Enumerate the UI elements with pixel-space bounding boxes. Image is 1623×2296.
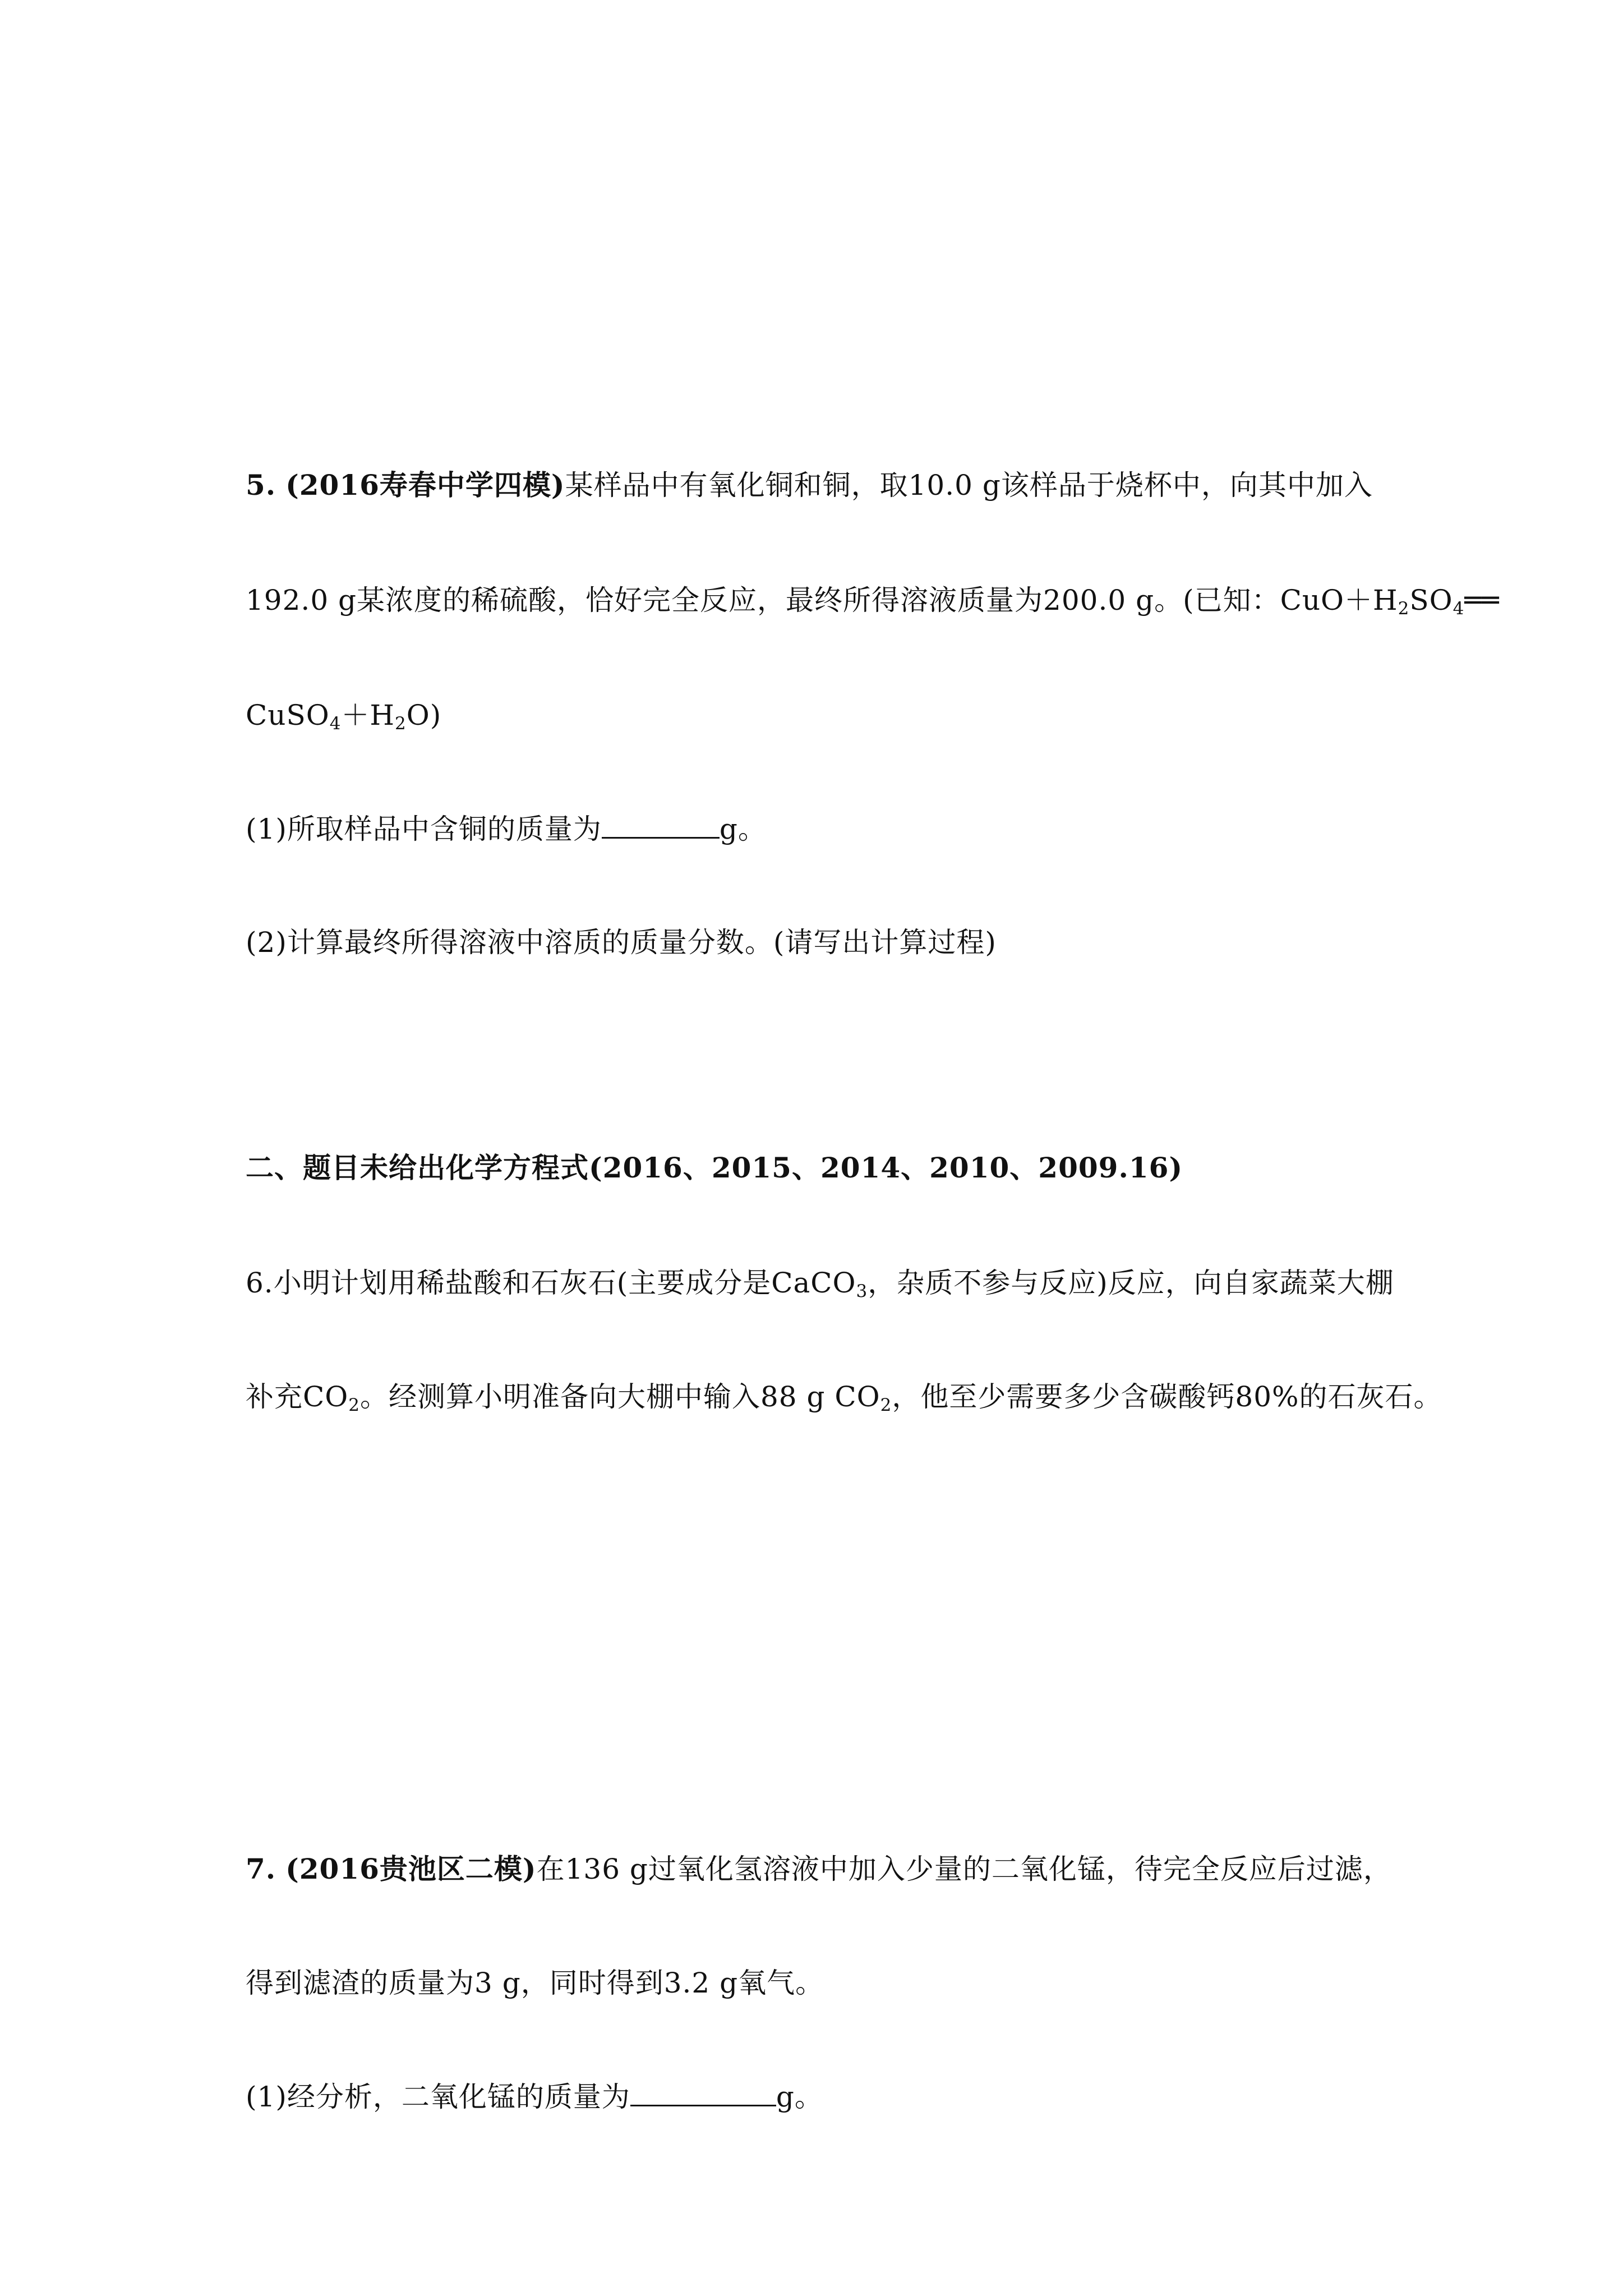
q5-part-1-unit: g。 — [719, 813, 767, 845]
formula-part: SO — [1409, 584, 1453, 616]
q5-part-1-text: (1)所取样品中含铜的质量为 — [246, 813, 602, 845]
formula-part: CuSO — [246, 699, 330, 731]
subscript: 4 — [1453, 598, 1465, 619]
q6-stem-part2c: ，他至少需要多少含碳酸钙80%的石灰石。 — [892, 1381, 1442, 1413]
q5-number: 5. — [246, 468, 276, 501]
q7-stem-part1: 在136 g过氧化氢溶液中加入少量的二氧化锰，待完全反应后过滤， — [536, 1853, 1392, 1885]
subscript: 2 — [880, 1395, 892, 1415]
subscript: 4 — [329, 713, 342, 734]
q7-part-1-text: (1)经分析，二氧化锰的质量为 — [246, 2081, 630, 2113]
q6-stem-part2b: 。经测算小明准备向大棚中输入88 g CO — [359, 1381, 880, 1413]
q6-stem-part1: 6.小明计划用稀盐酸和石灰石(主要成分是CaCO — [246, 1267, 856, 1299]
section-heading-text: 二、题目未给出化学方程式(2016、2015、2014、2010、2009.16) — [246, 1151, 1183, 1184]
q6-line-2 — [246, 1380, 1442, 1414]
q7-number: 7. — [246, 1852, 276, 1885]
answer-blank[interactable] — [602, 812, 720, 839]
q5-line-1 — [246, 468, 1373, 502]
q5-part-1 — [246, 812, 767, 846]
q7-source: (2016贵池区二模) — [285, 1852, 537, 1885]
section-heading — [246, 1151, 1183, 1185]
q5-stem-part1: 某样品中有氧化铜和铜，取10.0 g该样品于烧杯中，向其中加入 — [565, 469, 1373, 501]
formula-part: O) — [406, 699, 442, 731]
subscript: 2 — [1398, 598, 1410, 619]
q5-stem-part2: 192.0 g某浓度的稀硫酸，恰好完全反应，最终所得溶液质量为200.0 g。(已知：CuO＋H — [246, 584, 1398, 616]
q5-line-2 — [246, 583, 1500, 617]
subscript: 2 — [395, 713, 407, 734]
subscript: 3 — [856, 1281, 868, 1301]
q7-part-1 — [246, 2080, 823, 2114]
q5-part-2-text: (2)计算最终所得溶液中溶质的质量分数。(请写出计算过程) — [246, 926, 997, 959]
q7-part-1-unit: g。 — [776, 2081, 823, 2113]
q7-stem-part2: 得到滤渣的质量为3 g，同时得到3.2 g氧气。 — [246, 1967, 824, 1999]
q6-line-1 — [246, 1266, 1394, 1300]
q5-part-2 — [246, 926, 997, 959]
equals-sign: ══ — [1464, 584, 1500, 616]
formula-part: ＋H — [341, 699, 395, 731]
q5-line-3 — [246, 698, 441, 732]
q6-stem-part2: 补充CO — [246, 1381, 349, 1413]
subscript: 2 — [348, 1395, 360, 1415]
q7-line-1 — [246, 1852, 1392, 1886]
q7-line-2 — [246, 1966, 824, 2000]
answer-blank[interactable] — [630, 2080, 776, 2106]
q6-stem-part1b: ，杂质不参与反应)反应，向自家蔬菜大棚 — [868, 1267, 1394, 1299]
q5-source: (2016寿春中学四模) — [285, 468, 565, 501]
